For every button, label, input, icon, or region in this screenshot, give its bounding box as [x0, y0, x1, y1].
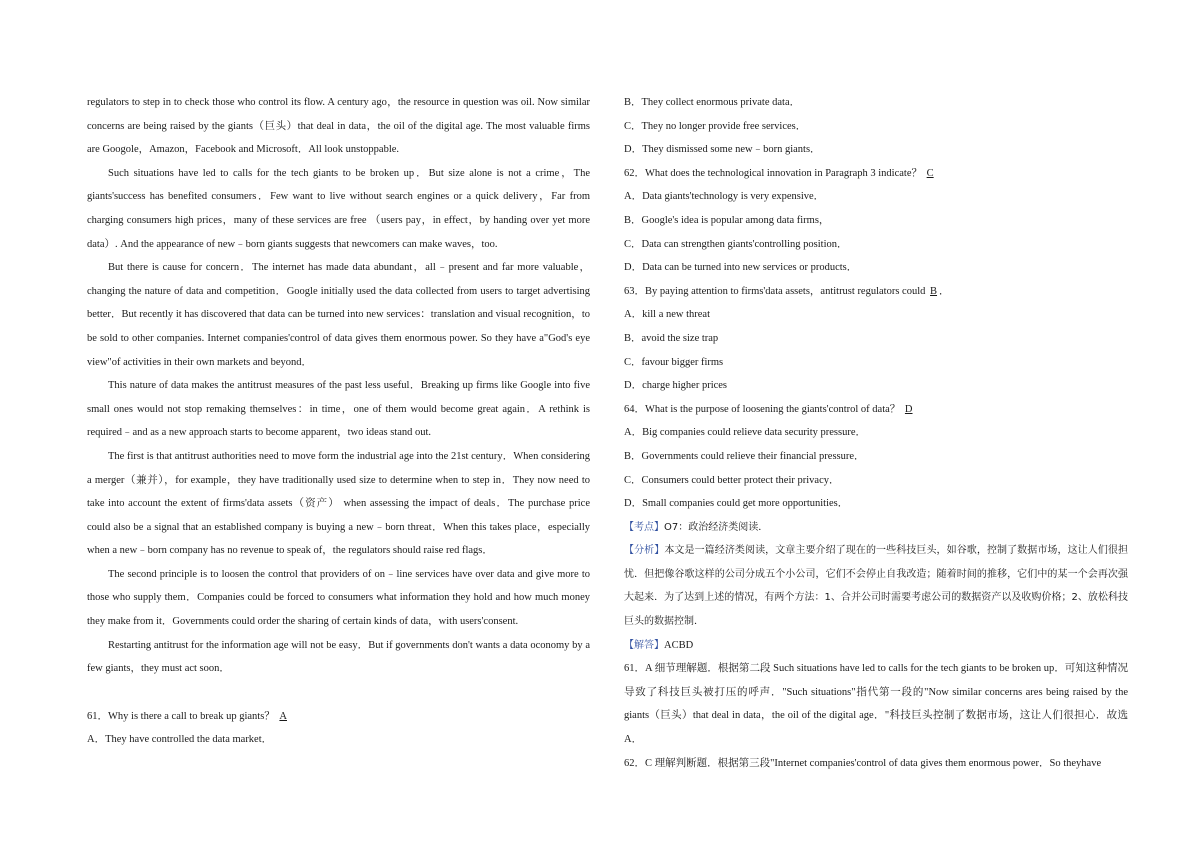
question-63-answer: B — [930, 285, 938, 297]
explanation-61: 61．A 细节理解题．根据第二段 Such situations have led to calls for the tech giants to be broken up．可知这种情况导致了科技巨头被打压的呼声．"Such situations"指代第一段的"Now similar concerns ares being raised by the giants（巨头）that deal in data，the oil of the digital age．"科技巨头控制了数据市场，这让人们很担心．故选 A． — [624, 663, 1128, 746]
question-63-option-b: B．avoid the size trap — [624, 332, 719, 344]
jieda-section — [624, 634, 1128, 658]
question-62 — [624, 162, 1128, 186]
question-64-option-d: D．Small companies could get more opportunities． — [624, 498, 849, 510]
question-64-answer: D — [904, 403, 913, 415]
question-64 — [624, 398, 1128, 422]
question-61-option-b: B．They collect enormous private data． — [624, 97, 801, 108]
passage-paragraph-2: Such situations have led to calls for the tech giants to be broken up．But size alone is not a crime，The giants'success has benefited consumers．Few want to live without search engines or a quick delivery，Far from charging consumers high prices，many of these services are free （users pay，in effect，by handing over yet more data）. And the appearance of new﹣born giants suggests that newcomers can make waves，too. — [87, 167, 590, 250]
fenxi-text: 本文是一篇经济类阅读，文章主要介绍了现在的一些科技巨头，如谷歌，控制了数据市场，这让人们很担忧．但把像谷歌这样的公司分成五个小公司，它们不会停止自我改造；随着时间的推移，它们中的某一个会再次强大起来．为了达到上述的情况，有两个方法：1、合并公司时需要考虑公司的数据资产以及收购价格；2、放松科技巨头的数据控制． — [624, 545, 1129, 628]
question-62-option-a: A．Data giants'technology is very expensive． — [624, 191, 825, 203]
question-61 — [87, 705, 590, 729]
question-61-option-c: C．They no longer provide free services． — [624, 120, 807, 132]
question-62-option-c: C．Data can strengthen giants'controlling position． — [624, 238, 848, 250]
question-61-option-a: A．They have controlled the data market． — [87, 734, 273, 746]
question-63-option-d: D．charge higher prices — [624, 380, 728, 392]
explanation-62: 62．C 理解判断题．根据第三段"Internet companies'control of data gives them enormous power．So theyhave — [624, 757, 1102, 769]
fenxi-tag: 【分析】 — [624, 545, 665, 557]
passage-paragraph-1: regulators to step in to check those who control its flow. A century ago，the resource in question was oil. Now similar concerns are being raised by the giants（巨头）that deal in data，the oil of the digital age. The most valuable firms are Googole，Amazon，Facebook and Microsoft．All look unstoppable. — [87, 97, 590, 156]
fenxi-section — [624, 539, 1128, 633]
passage-paragraph-6: The second principle is to loosen the control that providers of on﹣line services have over data and give more to those who supply them．Companies could be forced to consumers what information they hold and how much money they make from it．Governments could order the sharing of certain kinds of data，with users'consent. — [87, 568, 590, 628]
question-62-option-d: D．Data can be turned into new services or products． — [624, 262, 858, 274]
passage-paragraph-5: The first is that antitrust authorities need to move form the industrial age into the 21st century．When considering a merger（兼并），for example，they have traditionally used size to determine when to step in．They now need to take into account the extent of firms'data assets（资产） when assessing the impact of deals．The purchase price could also be a signal that an established company is buying a new﹣born threat．When this takes place，especially when a new﹣born company has no revenue to speak of，the regulators should raise red flags． — [87, 450, 590, 557]
question-61-option-d: D．They dismissed some new﹣born giants． — [624, 144, 821, 156]
question-62-stem: 62．What does the technological innovation in Paragraph 3 indicate？ — [624, 167, 922, 179]
passage-paragraph-7: Restarting antitrust for the information age will not be easy．But if governments don't wants a data oconomy by a few giants，they must act soon． — [87, 639, 590, 675]
passage-paragraph-3: But there is cause for concern．The internet has made data abundant，all﹣present and far more valuable，changing the nature of data and competition．Google initially used the data collected from users to target advertising better．But recently it has discovered that data can be turned into new services：translation and visual recognition，to be sold to other companies. Internet companies'control of data gives them enormous power. So they have a"God's eye view"of activities in their own markets and beyond． — [87, 262, 590, 368]
right-column — [624, 91, 1128, 775]
question-63-option-c: C．favour bigger firms — [624, 356, 724, 368]
question-61-answer: A — [279, 710, 287, 722]
question-62-option-b: B．Google's idea is popular among data firms， — [624, 214, 830, 226]
question-61-stem: 61．Why is there a call to break up giants？ — [87, 710, 275, 722]
jieda-text: ACBD — [664, 639, 694, 651]
left-column — [87, 91, 590, 752]
question-63-stem: 63．By paying attention to firms'data assets，antitrust regulators could — [624, 285, 926, 297]
question-64-option-c: C．Consumers could better protect their privacy． — [624, 474, 840, 486]
passage-paragraph-4: This nature of data makes the antitrust measures of the past less useful．Breaking up firms like Google into five small ones would not stop remaking themselves：in time，one of them would become great again．A rethink is required﹣and as a new approach starts to become apparent，two ideas stand out. — [87, 380, 590, 439]
kaodian-text: O7：政治经济类阅读． — [664, 521, 769, 533]
jieda-tag: 【解答】 — [624, 639, 664, 651]
question-64-stem: 64．What is the purpose of loosening the giants'control of data？ — [624, 403, 901, 415]
question-63 — [624, 280, 1128, 304]
question-63-option-a: A．kill a new threat — [624, 309, 711, 321]
question-63-end: ． — [939, 285, 950, 297]
question-64-option-a: A．Big companies could relieve data security pressure． — [624, 427, 867, 439]
kaodian-tag: 【考点】 — [624, 521, 664, 533]
question-64-option-b: B．Governments could relieve their financial pressure． — [624, 450, 865, 462]
question-62-answer: C — [926, 167, 934, 179]
kaodian-section — [624, 516, 1128, 540]
